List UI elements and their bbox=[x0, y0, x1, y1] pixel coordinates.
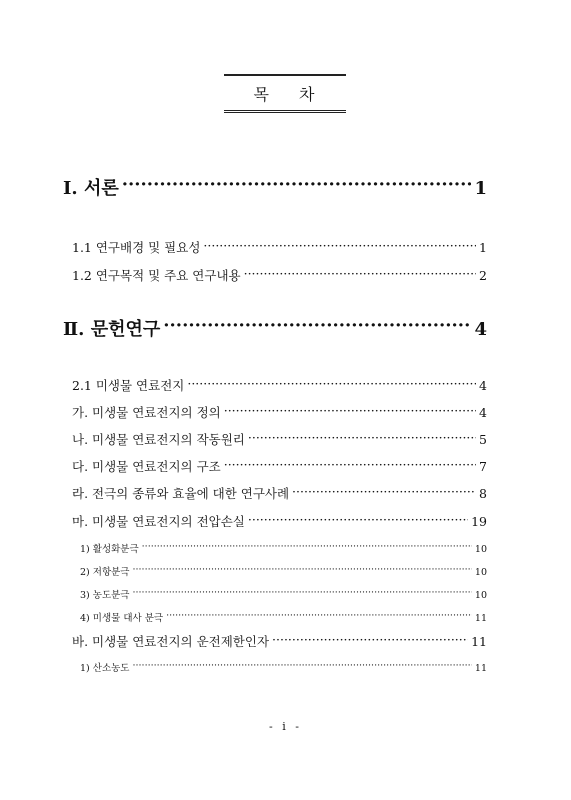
toc-entry bbox=[72, 484, 487, 502]
toc-entry-page-number: 4 bbox=[479, 405, 487, 420]
toc-entry bbox=[80, 610, 487, 624]
toc-entry-label: Ⅰ. 서론 bbox=[63, 178, 119, 199]
toc-entry-label: 1) 산소농도 bbox=[80, 663, 130, 674]
toc-leader-dots bbox=[248, 432, 476, 445]
toc-leader-dots bbox=[272, 634, 468, 647]
toc-entry-label: 가. 미생물 연료전지의 정의 bbox=[72, 405, 221, 420]
toc-entry-page-number: 1 bbox=[474, 178, 487, 199]
toc-entry-label: 바. 미생물 연료전지의 운전제한인자 bbox=[72, 634, 270, 649]
toc-entry bbox=[80, 564, 487, 578]
toc-leader-dots bbox=[224, 405, 476, 418]
toc-entry-label: 1.1 연구배경 및 필요성 bbox=[72, 240, 201, 255]
toc-leader-dots bbox=[132, 566, 471, 576]
toc-entry-page-number: 11 bbox=[474, 663, 487, 674]
toc-entry-label: 마. 미생물 연료전지의 전압손실 bbox=[72, 514, 245, 529]
toc-entry-page-number: 11 bbox=[471, 634, 487, 649]
toc-entry bbox=[72, 238, 487, 256]
toc-entry bbox=[72, 512, 487, 530]
toc-entry-page-number: 1 bbox=[479, 240, 487, 255]
toc-entry-label: Ⅱ. 문헌연구 bbox=[63, 319, 161, 340]
toc-entry-page-number: 4 bbox=[479, 378, 487, 393]
toc-entry-page-number: 7 bbox=[479, 459, 487, 474]
toc-entry bbox=[72, 376, 487, 394]
toc-leader-dots bbox=[142, 543, 472, 553]
toc-entry-label: 2) 저항분극 bbox=[80, 567, 130, 578]
toc-entry-page-number: 10 bbox=[474, 544, 487, 555]
toc-entry-page-number: 11 bbox=[474, 613, 487, 624]
toc-entry bbox=[63, 174, 487, 200]
toc-entry-page-number: 10 bbox=[474, 590, 487, 601]
toc-entry bbox=[72, 403, 487, 421]
toc-entry-label: 3) 농도분극 bbox=[80, 590, 130, 601]
toc-leader-dots bbox=[166, 612, 472, 622]
toc-leader-dots bbox=[122, 176, 472, 194]
page-number-footer: - i - bbox=[269, 720, 302, 733]
toc-entry-label: 나. 미생물 연료전지의 작동원리 bbox=[72, 432, 245, 447]
toc-entry-page-number: 5 bbox=[479, 432, 487, 447]
toc-entry-page-number: 8 bbox=[479, 486, 487, 501]
toc-leader-dots bbox=[224, 459, 476, 472]
toc-leader-dots bbox=[203, 240, 476, 253]
toc-entry bbox=[72, 457, 487, 475]
toc-entry-label: 다. 미생물 연료전지의 구조 bbox=[72, 459, 221, 474]
toc-entry bbox=[80, 660, 487, 674]
toc-title bbox=[224, 74, 346, 113]
toc-leader-dots bbox=[163, 317, 471, 335]
toc-entry bbox=[72, 632, 487, 650]
toc-entry-label: 4) 미생물 대사 분극 bbox=[80, 613, 164, 624]
toc-leader-dots bbox=[187, 378, 476, 391]
toc-entry-page-number: 2 bbox=[479, 268, 487, 283]
toc-leader-dots bbox=[248, 514, 468, 527]
toc-entry-label: 1) 활성화분극 bbox=[80, 544, 139, 555]
toc-entry bbox=[72, 266, 487, 284]
toc-leader-dots bbox=[292, 486, 476, 499]
toc-entry-label: 라. 전극의 종류와 효율에 대한 연구사례 bbox=[72, 486, 290, 501]
toc-entry-page-number: 4 bbox=[474, 319, 487, 340]
toc-entry bbox=[80, 541, 487, 555]
toc-entry-label: 2.1 미생물 연료전지 bbox=[72, 378, 185, 393]
toc-title-char-2: 차 bbox=[299, 84, 317, 104]
toc-entry bbox=[63, 315, 487, 341]
toc-leader-dots bbox=[132, 589, 471, 599]
toc-leader-dots bbox=[244, 268, 476, 281]
toc-entry-label: 1.2 연구목적 및 주요 연구내용 bbox=[72, 268, 241, 283]
toc-entry-page-number: 19 bbox=[471, 514, 487, 529]
toc-entry bbox=[72, 430, 487, 448]
toc-title-char-1: 목 bbox=[253, 84, 271, 104]
toc-entry bbox=[80, 587, 487, 601]
toc-leader-dots bbox=[132, 662, 471, 672]
toc-entry-page-number: 10 bbox=[474, 567, 487, 578]
